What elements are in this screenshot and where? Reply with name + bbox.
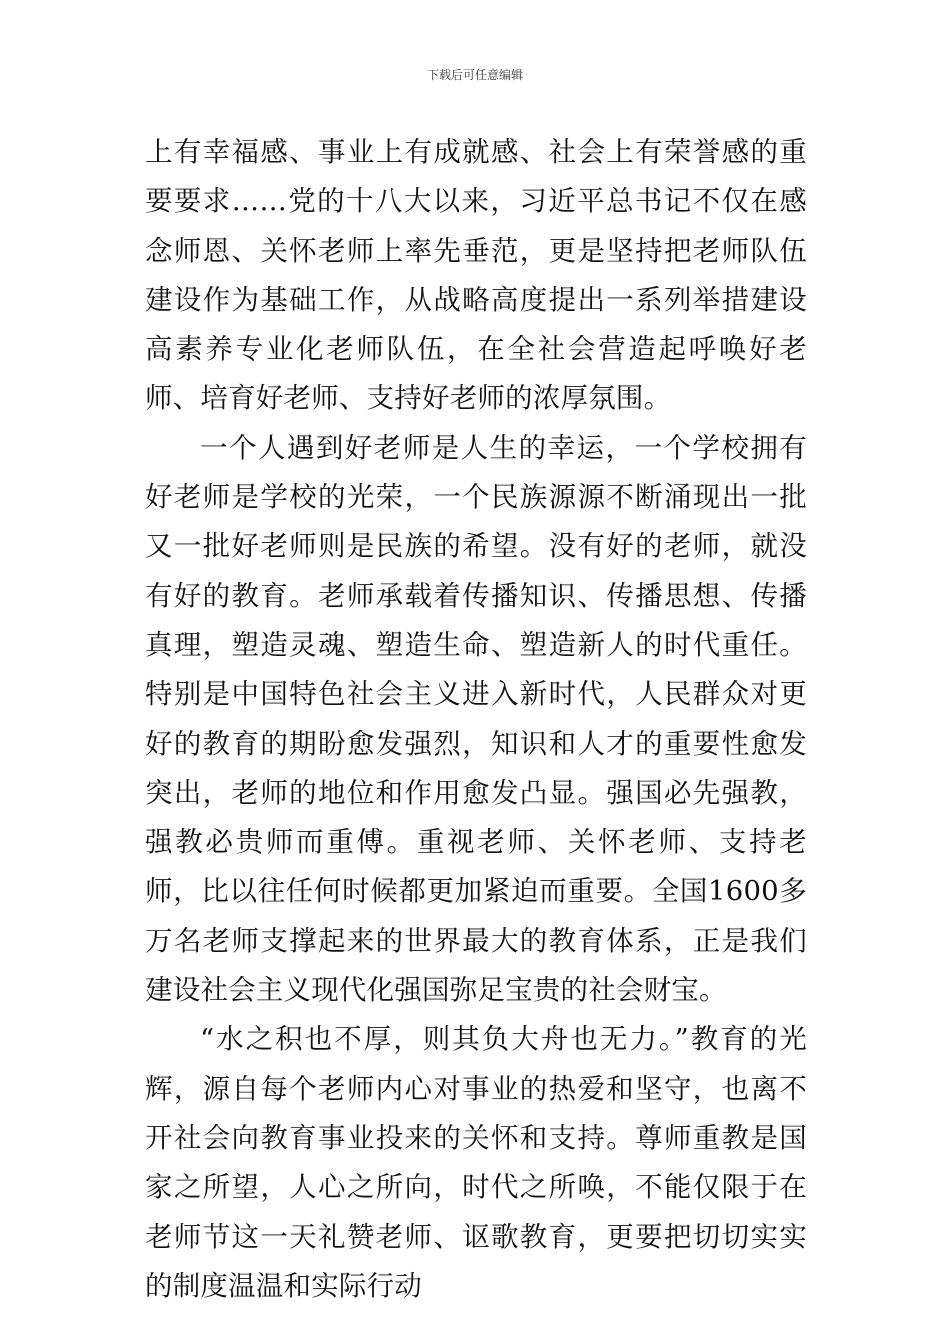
page-header: 下载后可任意编辑 xyxy=(426,68,523,82)
paragraph-respect-teachers: “水之积也不厚，则其负大舟也无力。”教育的光辉，源自每个老师内心对事业的热爱和坚守，也离不开社会向教育事业投来的关怀和支持。尊师重教是国家之所望，人心之所向，时代之所唤，不能仅限于在老师节这一天礼赞老师、讴歌教育，更要把切切实实的制度温温和实际行动 xyxy=(145,1023,807,1302)
document-body xyxy=(145,128,807,1311)
paragraph-good-teachers: 一个人遇到好老师是人生的幸运，一个学校拥有好老师是学校的光荣，一个民族源源不断涌现出一批又一批好老师则是民族的希望。没有好的老师，就没有好的教育。老师承载着传播知识、传播思想、传播真理，塑造灵魂、塑造生命、塑造新人的时代重任。特别是中国特色社会主义进入新时代，人民群众对更好的教育的期盼愈发强烈，知识和人才的重要性愈发突出，老师的地位和作用愈发凸显。强国必先强教，强教必贵师而重傅。重视老师、关怀老师、支持老师，比以往任何时候都更加紧迫而重要。全国1600多万名老师支撑起来的世界最大的教育体系，正是我们建设社会主义现代化强国弥足宝贵的社会财宝。 xyxy=(145,431,807,1007)
paragraph-continued: 上有幸福感、事业上有成就感、社会上有荣誉感的重要要求……党的十八大以来，习近平总书记不仅在感念师恩、关怀老师上率先垂范，更是坚持把老师队伍建设作为基础工作，从战略高度提出一系列举措建设高素养专业化老师队伍，在全社会营造起呼唤好老师、培育好老师、支持好老师的浓厚氛围。 xyxy=(145,136,807,415)
